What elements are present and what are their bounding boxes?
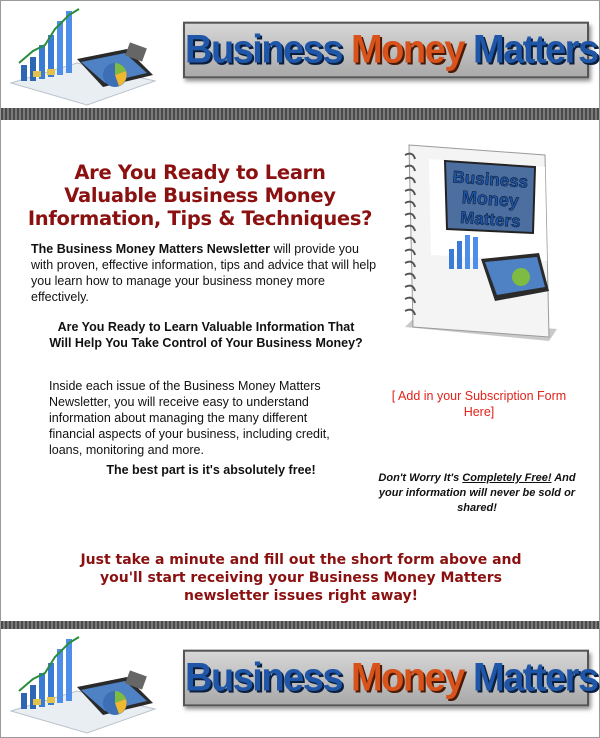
header-divider [1,108,599,120]
completely-free-text: Completely Free! [462,472,552,484]
brand-logo-footer [183,650,598,707]
page-headline: Are You Ready to Learn Valuable Business Money Information, Tips & Techniques? [27,161,373,230]
logo-word-matters: Matters [472,27,598,73]
body-paragraph: Inside each issue of the Business Money Matters Newsletter, you will receive easy to understand information about managing the many different financial aspects of your business, including credit, loans, monitoring and more. [49,379,330,457]
free-statement: The best part is it's absolutely free! [106,463,316,477]
call-to-action: Just take a minute and fill out the short form above and you'll start receiving your Business Money Matters newsletter issues right away! [80,552,522,604]
bar-chart-illustration-icon [7,633,157,735]
bar-chart-illustration-icon [7,5,157,107]
logo-word-matters: Matters [472,655,598,701]
intro-text: will provide you with proven, effective information, tips and advice that will help you learn how to manage your business money more effectively. [31,242,377,304]
book-title-line2: Money [461,187,520,211]
subheading: Are You Ready to Learn Valuable Information That Will Help You Take Control of Your Business Money? [49,320,363,350]
privacy-note-suffix: And your information will never be sold or shared! [378,472,576,514]
intro-newsletter-name: The Business Money Matters Newsletter [31,242,270,256]
book-title-line1: Business [452,167,529,192]
logo-word-money: Money [351,27,464,73]
book-title-line3: Matters [459,207,522,232]
logo-word-business: Business [185,655,342,701]
logo-word-business: Business [185,27,342,73]
spiral-book-cover-icon [399,141,559,347]
bottom-header [1,629,599,735]
intro-paragraph [31,241,377,305]
top-header [1,1,599,107]
privacy-note-prefix: Don't Worry It's [378,472,463,484]
privacy-note [375,471,579,516]
brand-logo [183,22,598,79]
subscription-form-placeholder[interactable]: [ Add in your Subscription Form Here] [391,389,567,419]
logo-word-money: Money [351,655,464,701]
